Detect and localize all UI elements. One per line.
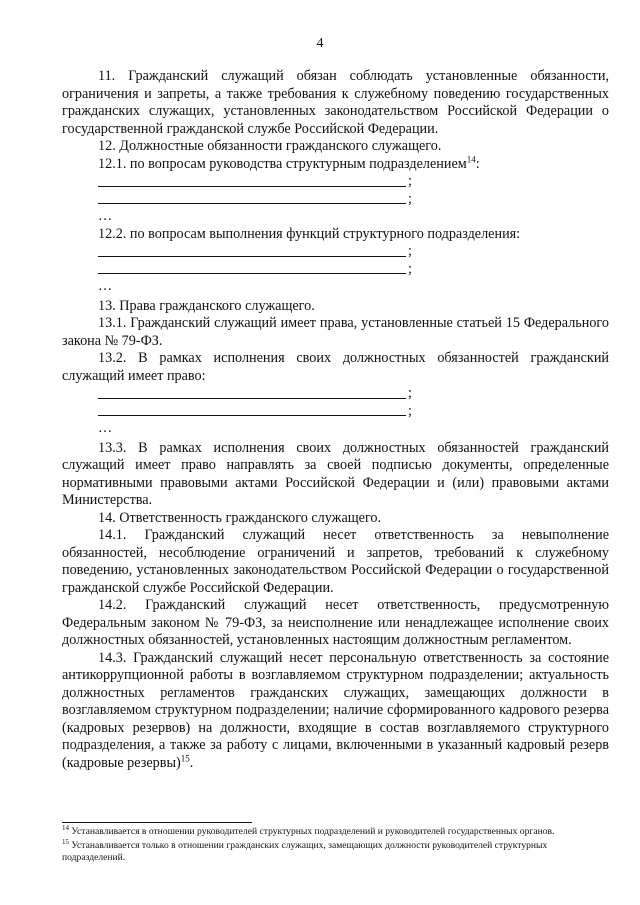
- line-semicolon: ;: [408, 260, 412, 277]
- footnote-mark: 15: [62, 837, 69, 846]
- blank-line: [98, 261, 609, 279]
- underline-rule: [98, 256, 406, 257]
- paragraph-13: 13. Права гражданского служащего.: [98, 297, 315, 314]
- paragraph-12-1: [62, 153, 609, 174]
- footnote-14: [62, 823, 610, 839]
- paragraph-14: 14. Ответственность гражданского служащего.: [98, 509, 382, 526]
- underline-rule: [98, 273, 406, 274]
- paragraph-14-3-end: .: [189, 754, 194, 771]
- line-semicolon: ;: [408, 190, 412, 207]
- paragraph-14-3: [62, 650, 609, 773]
- line-semicolon: ;: [408, 173, 412, 189]
- blank-line: [98, 191, 609, 209]
- paragraph-12-1-colon: :: [475, 155, 480, 172]
- underline-rule: [98, 186, 406, 187]
- footnote-15: [62, 837, 610, 865]
- paragraph-12-2: 12.2. по вопросам выполнения функций структурного подразделения:: [98, 225, 521, 242]
- ellipsis: …: [98, 420, 113, 436]
- footnote-text: Устанавливается в отношении руководителей структурных подразделений и руководителей государственных органов.: [71, 826, 555, 837]
- paragraph-14-3-text: 14.3. Гражданский служащий несет персональную ответственность за состояние антикоррупционной работы в возглавляемом структурном подразделении; актуальность должностных регламентов гражданских служащих, замещающих должности в возглавляемом структурном подразделении; наличие сформированного кадрового резерва (кадровых резервов) на должности, входящие в состав возглавляемого структурного подразделения, а также за работу с лицами, включенными в указанный кадровый резерв (кадровые резервы): [62, 649, 609, 771]
- footnotes: [62, 823, 610, 866]
- blank-line: [98, 173, 609, 191]
- paragraph-11: 11. Гражданский служащий обязан соблюдать установленные обязанности, ограничения и запреты, а также требования к служебному поведению государственных гражданских служащих, установленных законодательством Российской Федерации о государственной гражданской службе Российской Федерации.: [62, 68, 609, 137]
- footnote-separator: [62, 822, 252, 823]
- footnote-ref-14: 14: [466, 153, 476, 164]
- footnote-mark: 14: [62, 823, 69, 832]
- paragraph-14-1: 14.1. Гражданский служащий несет ответственность за невыполнение обязанностей, несоблюдение ограничений и запретов, требований к служебному поведению, установленных законодательством Российской Федерации о государственной гражданской службе Российской Федерации.: [62, 527, 609, 596]
- ellipsis: …: [98, 278, 113, 294]
- document-body: [62, 68, 609, 772]
- paragraph-13-1: 13.1. Гражданский служащий имеет права, установленные статьей 15 Федерального закона № 79-ФЗ.: [62, 315, 609, 349]
- paragraph-12: 12. Должностные обязанности гражданского служащего.: [98, 138, 442, 154]
- paragraph-13-2: 13.2. В рамках исполнения своих должностных обязанностей гражданский служащий имеет право:: [62, 350, 609, 384]
- underline-rule: [98, 398, 406, 399]
- paragraph-14-2: 14.2. Гражданский служащий несет ответственность, предусмотренную Федеральным законом № 79-ФЗ, за неисполнение или ненадлежащее исполнение своих должностных обязанностей, установленных настоящим должностным регламентом.: [62, 597, 609, 648]
- blank-line: [98, 243, 609, 261]
- ellipsis: …: [98, 208, 113, 224]
- page-number: 4: [316, 36, 324, 51]
- paragraph-13-3: 13.3. В рамках исполнения своих должностных обязанностей гражданский служащий имеет право направлять за своей подписью документы, определенные нормативными правовыми актами Российской Федерации и (или) правовыми актами Министерства.: [62, 439, 609, 508]
- footnote-ref-15: 15: [180, 752, 190, 763]
- blank-line: [98, 403, 609, 421]
- line-semicolon: ;: [408, 402, 412, 419]
- paragraph-12-1-text: 12.1. по вопросам руководства структурным подразделением: [98, 155, 467, 172]
- underline-rule: [98, 203, 406, 204]
- footnote-text: Устанавливается только в отношении гражданских служащих, замещающих должности руководителей структурных подразделений.: [62, 839, 548, 863]
- line-semicolon: ;: [408, 243, 412, 259]
- line-semicolon: ;: [408, 385, 412, 401]
- underline-rule: [98, 415, 406, 416]
- blank-line: [98, 385, 609, 403]
